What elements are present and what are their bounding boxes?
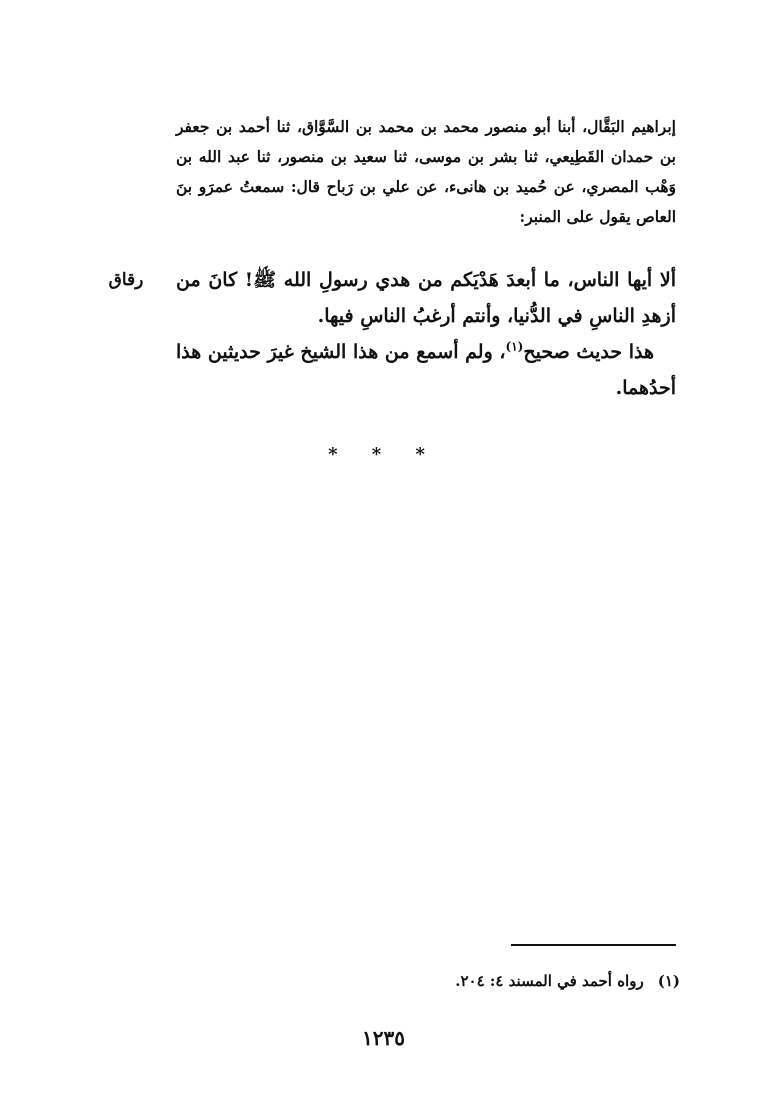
footnote-divider <box>511 944 676 946</box>
footnote-text: رواه أحمد في المسند ٤: ٢٠٤. <box>455 972 644 990</box>
hadith-text: ألا أيها الناس، ما أبعدَ هَدْيَكم من هدي رسولِ الله ﷺ! كانَ من أزهدِ الناسِ في الدُّنيا، وأنتم أرغبُ الناسِ فيها. <box>176 269 676 327</box>
grading-text-end: ، ولم أسمع من هذا الشيخ غيرَ حديثين هذا أحدُهما. <box>176 341 676 399</box>
grading-paragraph <box>176 334 676 406</box>
footnote-reference[interactable]: (١) <box>505 339 524 354</box>
margin-note: رقاق <box>108 270 144 290</box>
isnad-paragraph <box>176 112 676 232</box>
footnote-number: (١) <box>657 972 680 990</box>
isnad-text: إبراهيم البَقَّال، أبنا أبو منصور محمد بن محمد بن السَّوَّاق، ثنا أحمد بن جعفر بن حمدان القَطِيعي، ثنا بشر بن موسى، ثنا سعيد بن منصور، ثنا عبد الله بن وَهْب المصري، عن حُميد بن هانىء، عن علي بن رَباح قال: سمعتُ عمرَو بنَ العاص يقول على المنبر: <box>176 117 676 226</box>
grading-text-start: هذا حديث صحيح <box>523 341 654 363</box>
page-number: ١٢٣٥ <box>362 1026 405 1050</box>
section-separator: * * * <box>328 444 439 465</box>
footnote <box>300 972 680 990</box>
